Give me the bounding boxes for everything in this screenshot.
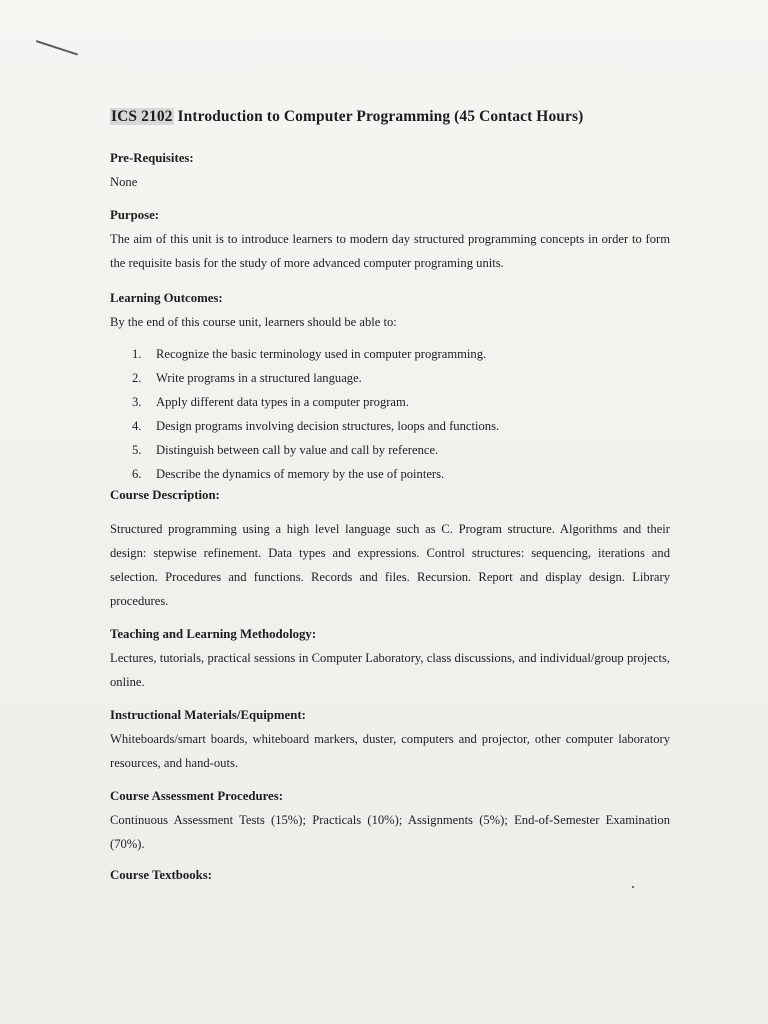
course-description-section — [110, 483, 670, 613]
materials-heading: Instructional Materials/Equipment: — [110, 708, 306, 722]
prerequisites-text: None — [110, 175, 138, 189]
list-item — [110, 414, 670, 438]
learning-outcomes-intro: By the end of this course unit, learners should be able to: — [110, 315, 397, 329]
course-description-heading: Course Description: — [110, 488, 220, 502]
prerequisites-heading: Pre-Requisites: — [110, 151, 194, 165]
learning-outcomes-section — [110, 286, 670, 486]
learning-outcomes-heading: Learning Outcomes: — [110, 291, 223, 305]
methodology-heading: Teaching and Learning Methodology: — [110, 627, 317, 641]
materials-section — [110, 703, 670, 775]
list-item-number: 2. — [132, 371, 142, 385]
list-item-text: Design programs involving decision structures, loops and functions. — [156, 419, 500, 433]
list-item — [110, 438, 670, 462]
assessment-heading: Course Assessment Procedures: — [110, 789, 283, 803]
methodology-section — [110, 622, 670, 694]
textbooks-section — [110, 863, 670, 887]
list-item — [110, 390, 670, 414]
course-title — [110, 108, 650, 126]
pen-stroke-mark — [36, 40, 78, 55]
list-item — [110, 366, 670, 390]
learning-outcomes-list — [110, 342, 670, 486]
list-item-text: Distinguish between call by value and call by reference. — [156, 443, 439, 457]
course-description-text: Structured programming using a high level language such as C. Program structure. Algorithms and their design: stepwise refinement. Data types and expressions. Control structures: sequencing, iterations and selection. Procedures and functions. Records and files. Recursion. Report and display design. Library procedures. — [110, 522, 670, 608]
methodology-text: Lectures, tutorials, practical sessions in Computer Laboratory, class discussions, and individual/group projects, online. — [110, 651, 670, 689]
list-item-number: 3. — [132, 395, 142, 409]
purpose-text: The aim of this unit is to introduce learners to modern day structured programming concepts in order to form the requisite basis for the study of more advanced computer programing units. — [110, 232, 670, 270]
list-item-text: Write programs in a structured language. — [156, 371, 362, 385]
assessment-section — [110, 784, 670, 856]
list-item-text: Describe the dynamics of memory by the use of pointers. — [156, 467, 445, 481]
list-item-text: Recognize the basic terminology used in computer programming. — [156, 347, 487, 361]
purpose-section — [110, 203, 670, 275]
list-item-text: Apply different data types in a computer program. — [156, 395, 409, 409]
list-item-number: 6. — [132, 467, 142, 481]
list-item-number: 4. — [132, 419, 142, 433]
course-title-text: Introduction to Computer Programming (45 Contact Hours) — [173, 108, 584, 125]
list-item-number: 5. — [132, 443, 142, 457]
list-item — [110, 342, 670, 366]
assessment-text: Continuous Assessment Tests (15%); Practicals (10%); Assignments (5%); End-of-Semester Examination (70%). — [110, 813, 670, 851]
textbooks-heading: Course Textbooks: — [110, 868, 213, 882]
course-code: ICS 2102 — [111, 108, 173, 125]
purpose-heading: Purpose: — [110, 208, 160, 222]
materials-text: Whiteboards/smart boards, whiteboard markers, duster, computers and projector, other computer laboratory resources, and hand-outs. — [110, 732, 670, 770]
prerequisites-section — [110, 146, 670, 194]
list-item-number: 1. — [132, 347, 142, 361]
